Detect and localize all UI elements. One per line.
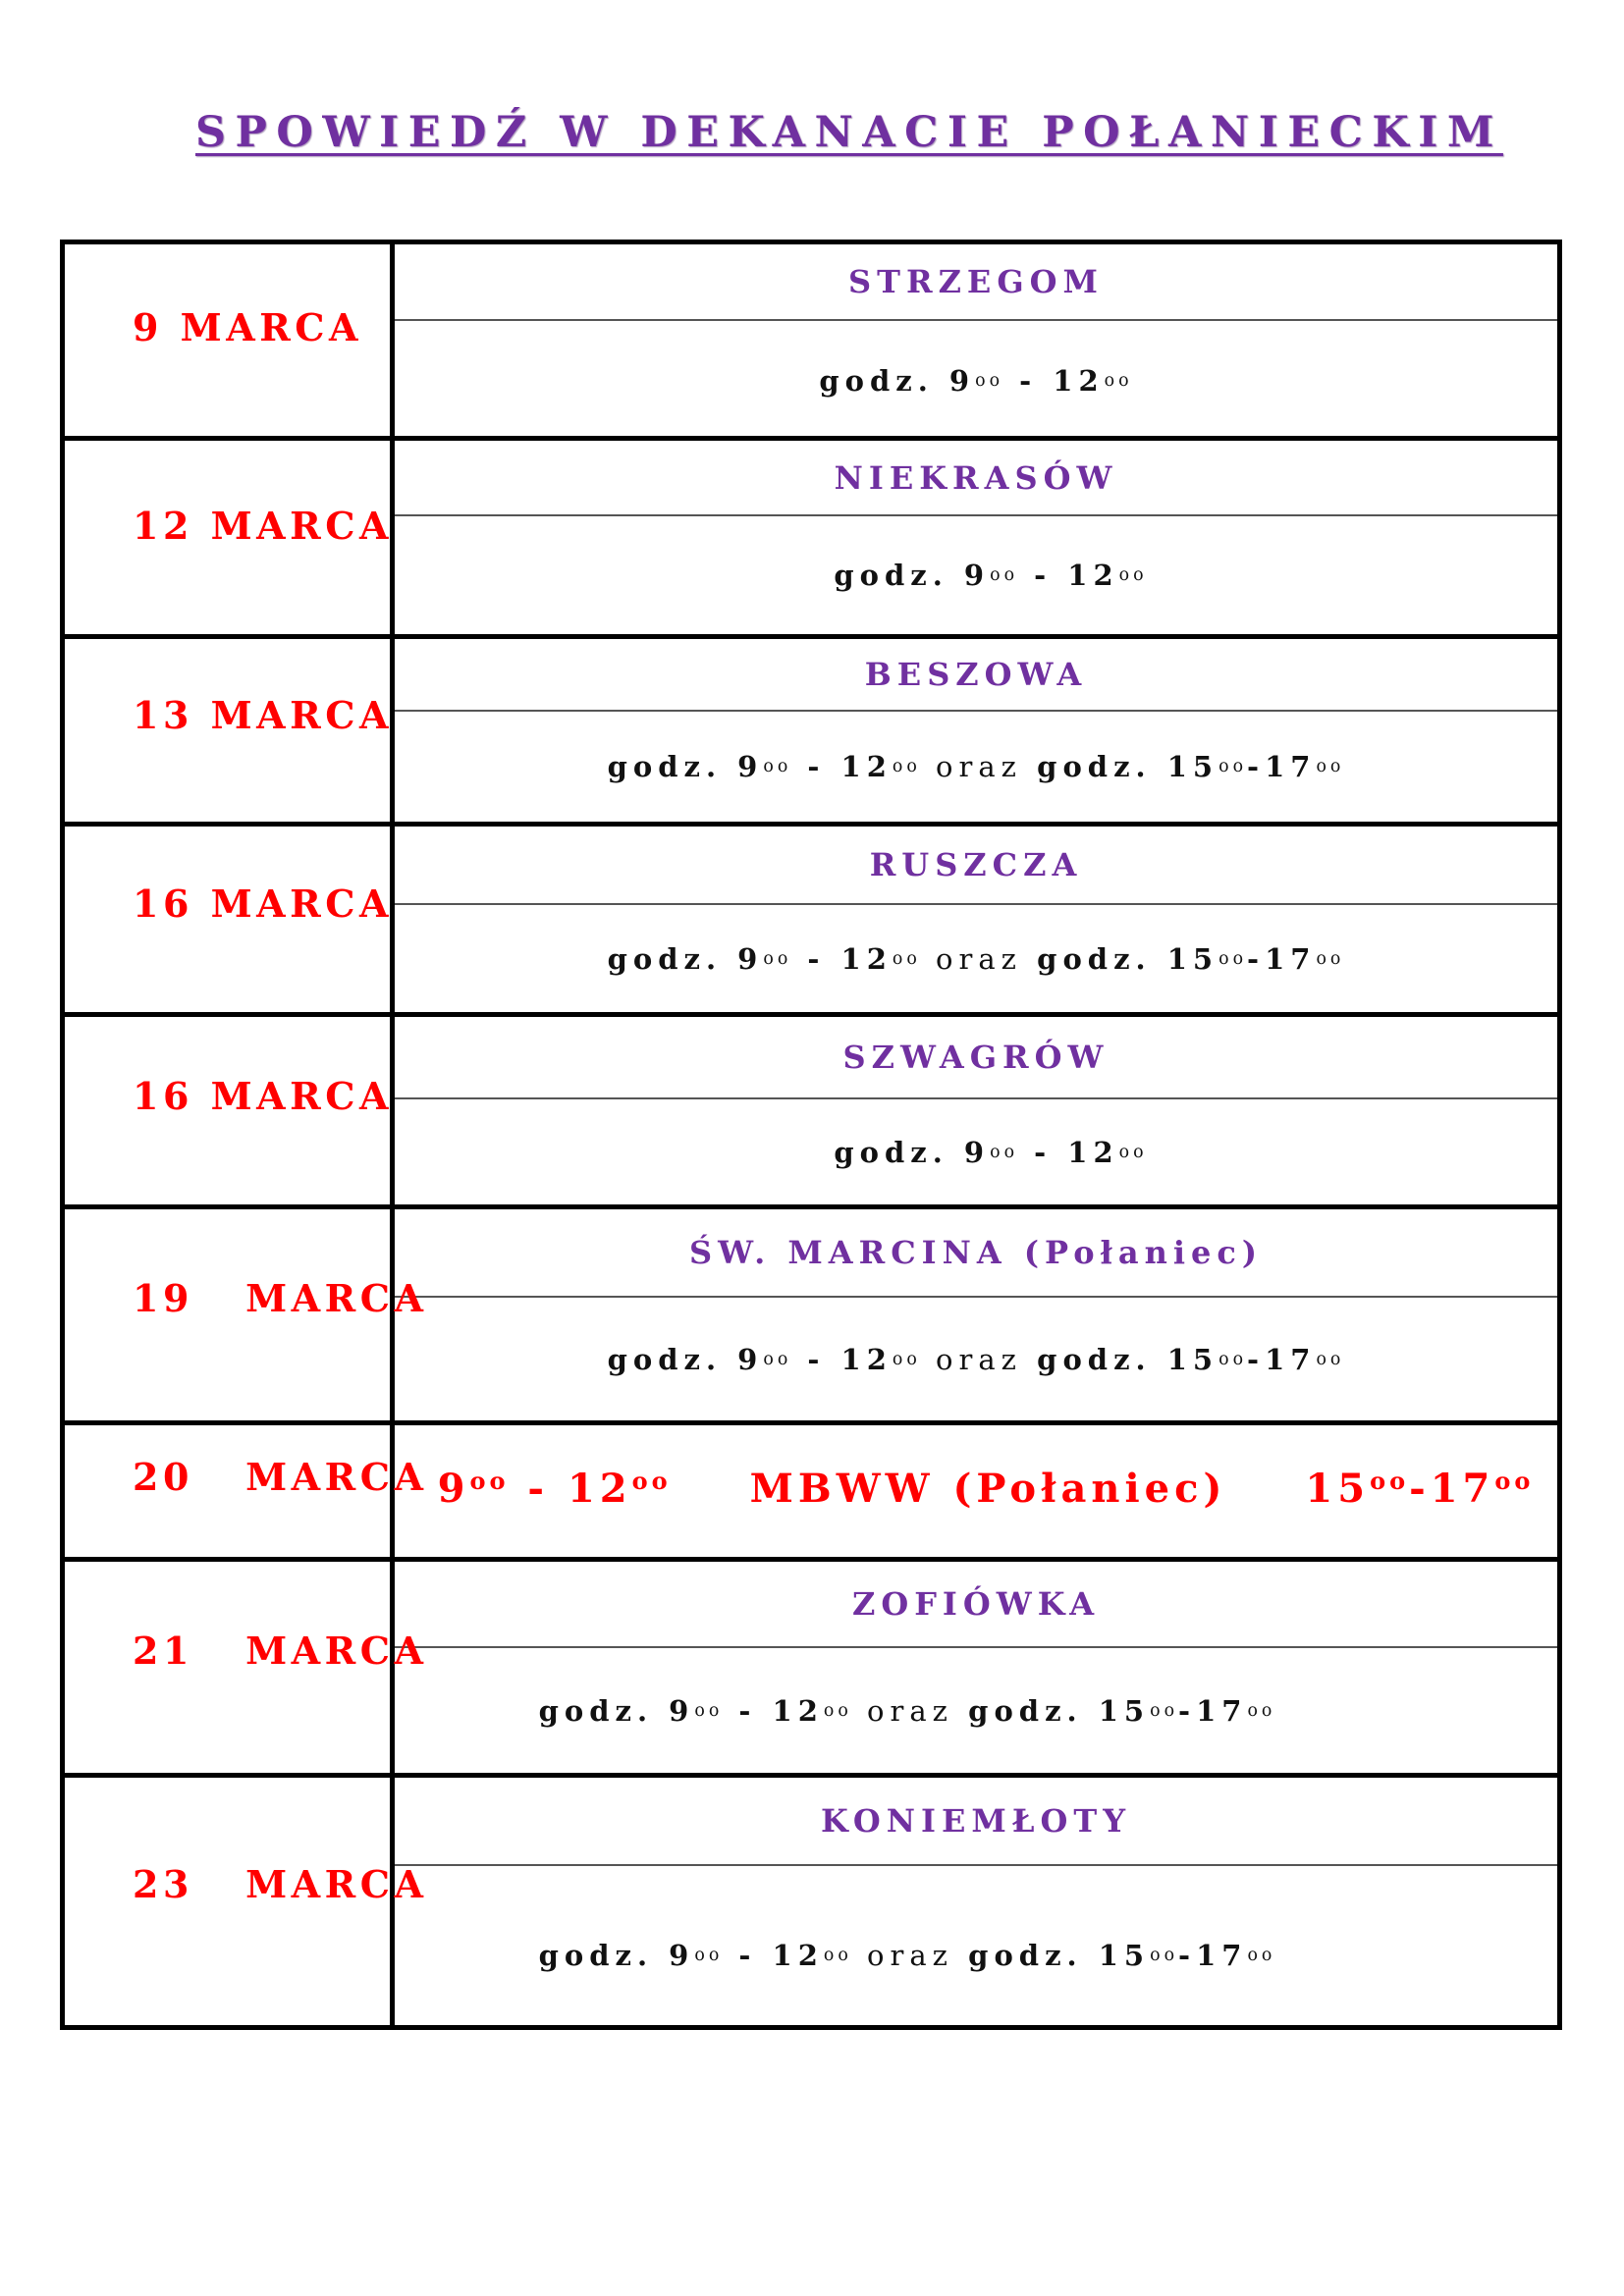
table-row	[63, 1015, 1560, 1207]
date-cell	[63, 242, 393, 439]
place-cell	[393, 242, 1560, 439]
parish-name: MBWW (Połaniec)	[749, 1466, 1227, 1512]
hours-text: godz. 9 oo - 12 oo oraz godz. 15 oo -17 oo	[607, 750, 1345, 783]
date-label: 16 MARCA	[133, 881, 393, 926]
hours-text: godz. 9 oo - 12 oo	[834, 559, 1148, 592]
table-row	[63, 439, 1560, 637]
parish-name: RUSZCZA	[395, 827, 1557, 905]
parish-name: BESZOWA	[395, 639, 1557, 712]
place-cell	[393, 637, 1560, 825]
place-cell	[393, 439, 1560, 637]
date-cell	[63, 1015, 393, 1207]
parish-name: NIEKRASÓW	[395, 441, 1557, 516]
table-row	[63, 1560, 1560, 1776]
date-label: 23 MARCA	[133, 1862, 428, 1906]
hours-text: godz. 9 oo - 12 oo oraz godz. 15 oo -17 oo	[538, 1939, 1276, 1972]
place-cell	[393, 1776, 1560, 2028]
hours-text: godz. 9 oo - 12 oo	[834, 1135, 1148, 1169]
date-label: 12 MARCA	[133, 504, 393, 548]
date-cell	[63, 1423, 428, 1560]
table-row	[63, 242, 1560, 439]
special-schedule	[395, 1425, 1557, 1552]
date-label: 19 MARCA	[133, 1276, 428, 1320]
morning-hours: $9^{oo} - 12^{oo}$	[437, 1466, 672, 1512]
parish-name: ZOFIÓWKA	[395, 1562, 1557, 1648]
date-label: 20 MARCA	[133, 1455, 428, 1499]
table-row	[63, 637, 1560, 825]
date-cell	[63, 1207, 428, 1423]
date-cell	[63, 1776, 428, 2028]
date-cell	[63, 439, 393, 637]
date-label: 13 MARCA	[133, 693, 393, 737]
hours-text: godz. 9 oo - 12 oo	[819, 363, 1133, 398]
table-row	[63, 1423, 1560, 1560]
place-cell	[393, 1560, 1560, 1776]
table-row	[63, 1207, 1560, 1423]
page-title: SPOWIEDŹ W DEKANACIE POŁANIECKIM	[195, 108, 1503, 157]
date-cell	[63, 637, 393, 825]
afternoon-hours: $15^{oo}-17^{oo}$	[1305, 1466, 1535, 1512]
place-cell	[393, 1015, 1560, 1207]
parish-name: ŚW. MARCINA (Połaniec)	[395, 1209, 1557, 1298]
date-label: 21 MARCA	[133, 1629, 428, 1673]
place-cell	[393, 1207, 1560, 1423]
table-row	[63, 825, 1560, 1015]
hours-text: godz. 9 oo - 12 oo oraz godz. 15 oo -17 oo	[538, 1693, 1276, 1728]
date-cell	[63, 1560, 428, 1776]
hours-text: godz. 9 oo - 12 oo oraz godz. 15 oo -17 oo	[607, 1342, 1345, 1376]
parish-name: SZWAGRÓW	[395, 1017, 1557, 1099]
parish-name: KONIEMŁOTY	[395, 1778, 1557, 1866]
parish-name: STRZEGOM	[395, 244, 1557, 321]
date-label: 9 MARCA	[133, 305, 363, 349]
date-cell	[63, 825, 393, 1015]
hours-text: godz. 9 oo - 12 oo oraz godz. 15 oo -17 oo	[607, 941, 1345, 976]
date-label: 16 MARCA	[133, 1074, 393, 1118]
place-cell	[393, 825, 1560, 1015]
schedule-table	[60, 240, 1562, 2030]
table-row	[63, 1776, 1560, 2028]
place-cell	[393, 1423, 1560, 1560]
